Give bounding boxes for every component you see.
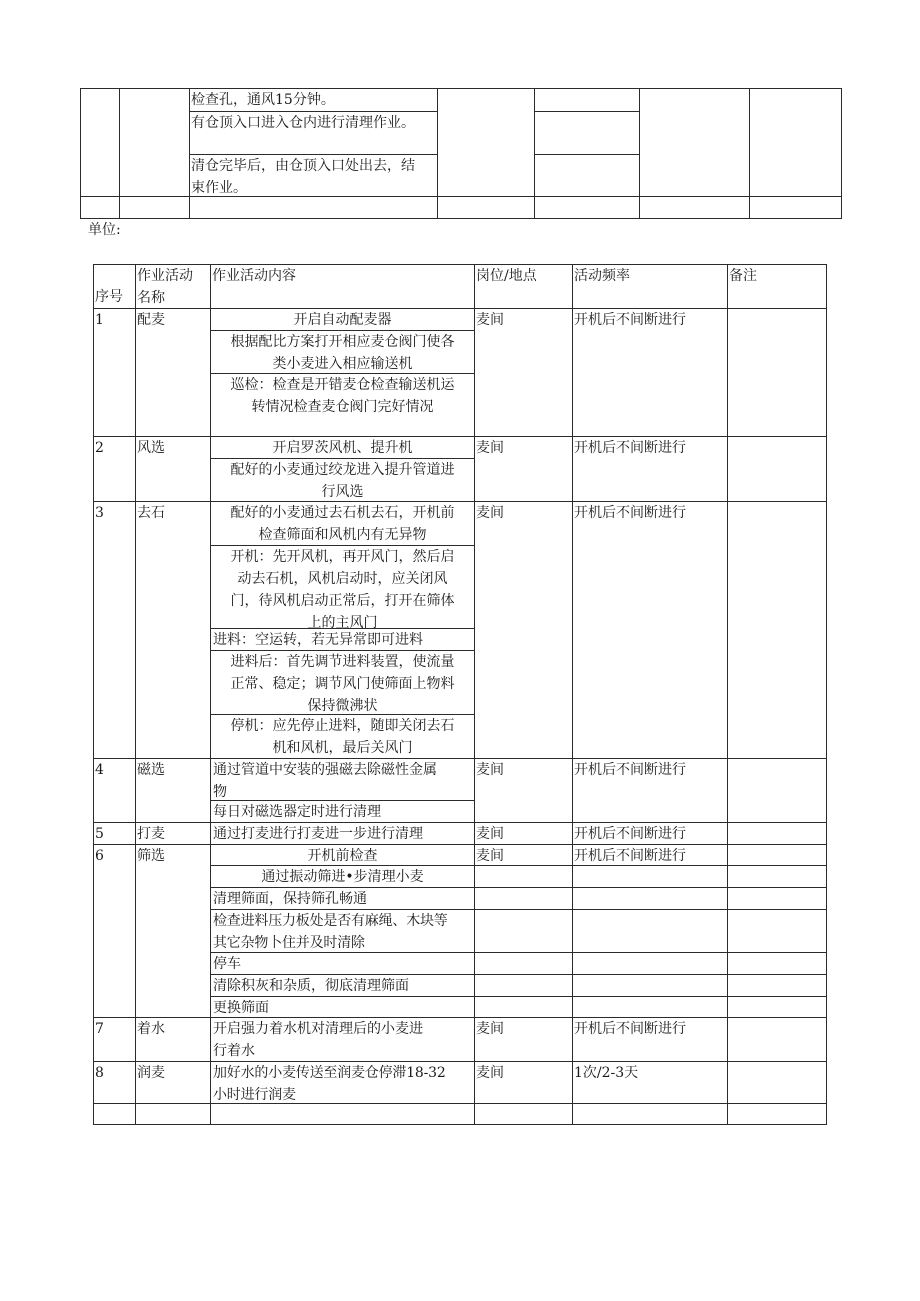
row-8-content-1: 加好水的小麦传送至润麦仓停滞18-32 小时进行润麦 — [213, 1065, 446, 1103]
row-2-seq: 2 — [95, 440, 104, 456]
row-8-frequency: 1次/2-3天 — [574, 1065, 639, 1081]
row-2-name: 风选 — [137, 440, 165, 456]
row-5-content-1: 通过打麦进行打麦进一步进行清理 — [213, 826, 423, 842]
row-6-content-6: 清除积灰和杂质，彻底清理筛面 — [213, 978, 409, 994]
row-2-post: 麦间 — [476, 440, 504, 456]
row-6-post: 麦间 — [476, 848, 504, 864]
row-1-seq: 1 — [95, 312, 104, 328]
row-1-content-2: 根据配比方案打开相应麦仓阀门使各 类小麦进入相应输送机 — [230, 334, 455, 372]
row-5-frequency: 开机后不间断进行 — [574, 826, 686, 842]
row-3-content-3: 进料：空运转，若无异常即可进料 — [213, 632, 423, 648]
row-2-content-2: 配好的小麦通过绞龙进入提升管道进 行风选 — [230, 462, 455, 500]
row-7-seq: 7 — [95, 1021, 104, 1037]
row-3-post: 麦间 — [476, 505, 504, 521]
header-note: 备注 — [729, 268, 757, 284]
row-7-post: 麦间 — [476, 1021, 504, 1037]
row-6-content-4: 检查进料压力板处是否有麻绳、木块等 其它杂物卜住并及时清除 — [213, 913, 448, 951]
row-3-content-2: 开机：先开风机，再开风门，然后启 动去石机，风机启动时，应关闭风 门，待风机启动正常后，打开在筛体 上的主风门 — [230, 549, 455, 631]
row-6-content-7: 更换筛面 — [213, 1000, 269, 1016]
row-8-name: 润麦 — [137, 1065, 165, 1081]
row-1-name: 配麦 — [137, 312, 165, 328]
row-4-post: 麦间 — [476, 762, 504, 778]
row-1-content-1: 开启自动配麦器 — [293, 312, 392, 328]
row-1-post: 麦间 — [476, 312, 504, 328]
header-activity-content: 作业活动内容 — [212, 268, 296, 284]
header-activity-name: 作业活动 名称 — [137, 268, 193, 306]
header-post: 岗位/地点 — [476, 268, 537, 284]
row-6-frequency: 开机后不间断进行 — [574, 848, 686, 864]
row-5-seq: 5 — [95, 826, 104, 842]
row-6-seq: 6 — [95, 848, 104, 864]
header-frequency: 活动频率 — [574, 268, 630, 284]
top-row-3: 清仓完毕后，由仓顶入口处出去，结束作业。 — [191, 158, 415, 196]
header-seq: 序号 — [95, 289, 123, 305]
row-6-content-1: 开机前检查 — [307, 848, 378, 864]
row-6-content-3: 清理筛面，保持筛孔畅通 — [213, 891, 367, 907]
row-4-name: 磁选 — [137, 762, 165, 778]
row-3-content-1: 配好的小麦通过去石机去石，开机前 检查筛面和风机内有无异物 — [230, 505, 455, 543]
unit-label: 单位: — [88, 222, 121, 238]
row-2-content-1: 开启罗茨风机、提升机 — [272, 440, 413, 456]
row-3-content-4: 进料后：首先调节进料装置，使流量 正常、稳定；调节风门使筛面上物料 保持微沸状 — [230, 654, 455, 714]
row-4-content-1: 通过管道中安装的强磁去除磁性金属 物 — [213, 762, 437, 800]
top-row-1: 检查孔，通风15分钟。 — [191, 92, 335, 108]
row-7-content-1: 开启强力着水机对清理后的小麦进 行着水 — [213, 1021, 423, 1059]
row-3-content-5: 停机：应先停止进料，随即关闭去石 机和风机，最后关风门 — [230, 718, 455, 756]
row-3-frequency: 开机后不间断进行 — [574, 505, 686, 521]
row-1-content-3: 巡检：检查是开错麦仓检查输送机运 转情况检查麦仓阀门完好情况 — [230, 377, 455, 415]
row-4-seq: 4 — [95, 762, 104, 778]
row-4-frequency: 开机后不间断进行 — [574, 762, 686, 778]
top-row-2: 有仓顶入口进入仓内进行清理作业。 — [191, 115, 415, 131]
row-3-seq: 3 — [95, 505, 104, 521]
row-4-content-2: 每日对磁选器定时进行清理 — [213, 804, 381, 820]
row-6-name: 筛选 — [137, 848, 165, 864]
row-8-seq: 8 — [95, 1065, 104, 1081]
row-7-name: 着水 — [137, 1021, 165, 1037]
row-6-content-2: 通过振动筛进•步清理小麦 — [261, 869, 424, 885]
row-1-frequency: 开机后不间断进行 — [574, 312, 686, 328]
row-2-frequency: 开机后不间断进行 — [574, 440, 686, 456]
row-6-content-5: 停车 — [213, 956, 241, 972]
row-8-post: 麦间 — [476, 1065, 504, 1081]
row-7-frequency: 开机后不间断进行 — [574, 1021, 686, 1037]
row-3-name: 去石 — [137, 505, 165, 521]
row-5-post: 麦间 — [476, 826, 504, 842]
row-5-name: 打麦 — [137, 826, 165, 842]
